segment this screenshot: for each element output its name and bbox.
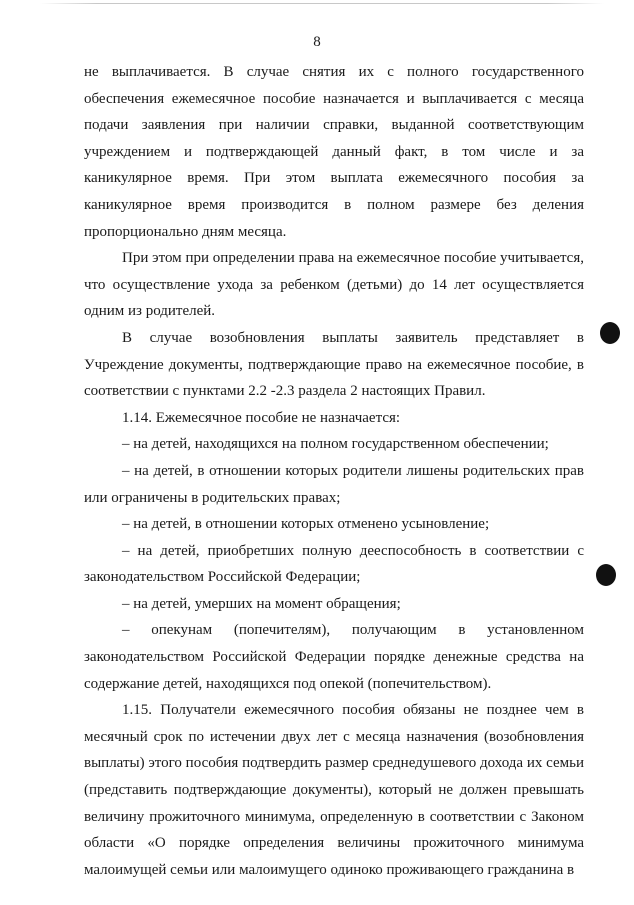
page-number: 8 [313,34,321,50]
list-item-deceased: – на детей, умерших на момент обращения; [122,595,401,612]
list-item-full-capacity: – на детей, приобретших полную дееспособность в соответствии с законодательством Российской Федерации; [84,542,584,586]
clause-1-14-heading: 1.14. Ежемесячное пособие не назначается: [122,409,401,426]
document-body [84,59,584,883]
list-item-deprived-rights: – на детей, в отношении которых родители лишены родительских прав или ограничены в родительских правах; [84,462,584,506]
punch-hole-mark [596,564,616,586]
list-item-guardians: – опекунам (попечителям), получающим в установленном законодательством Российской Федерации порядке денежные средства на содержание детей, находящихся под опекой (попечительством). [84,622,584,692]
paragraph-parent-care: При этом при определении права на ежемесячное пособие учитывается, что осуществление ухода за ребенком (детьми) до 14 лет осуществляется одним из родителей. [84,250,584,320]
paragraph-resumption: В случае возобновления выплаты заявитель представляет в Учреждение документы, подтверждающие право на ежемесячное пособие, в соответствии с пунктами 2.2 -2.3 раздела 2 настоящих Правил. [84,329,584,400]
clause-1-15: 1.15. Получатели ежемесячного пособия обязаны не позднее чем в месячный срок по истечении двух лет с месяца назначения (возобновления выплаты) этого пособия подтвердить размер среднедушевого дохода их семьи (представить подтверждающие документы), который не должен превышать величину прожиточного минимума, определенную в соответствии с Законом области «О порядке определения величины прожиточного минимума малоимущей семьи или малоимущего одиноко проживающего гражданина в [84,702,584,878]
list-item-state-support: – на детей, находящихся на полном государственном обеспечении; [122,436,549,453]
paragraph-continuation: не выплачивается. В случае снятия их с полного государственного обеспечения ежемесячное пособие назначается и выплачивается с месяца подачи заявления при наличии справки, выданной соответствующим учреждением и подтверждающей данный факт, в том числе и за каникулярное время. При этом выплата ежемесячного пособия за каникулярное время производится в полном размере без деления пропорционально дням месяца. [84,64,584,240]
punch-hole-mark [600,322,620,344]
scan-top-edge [40,3,604,4]
list-item-adoption-cancelled: – на детей, в отношении которых отменено усыновление; [122,516,490,533]
